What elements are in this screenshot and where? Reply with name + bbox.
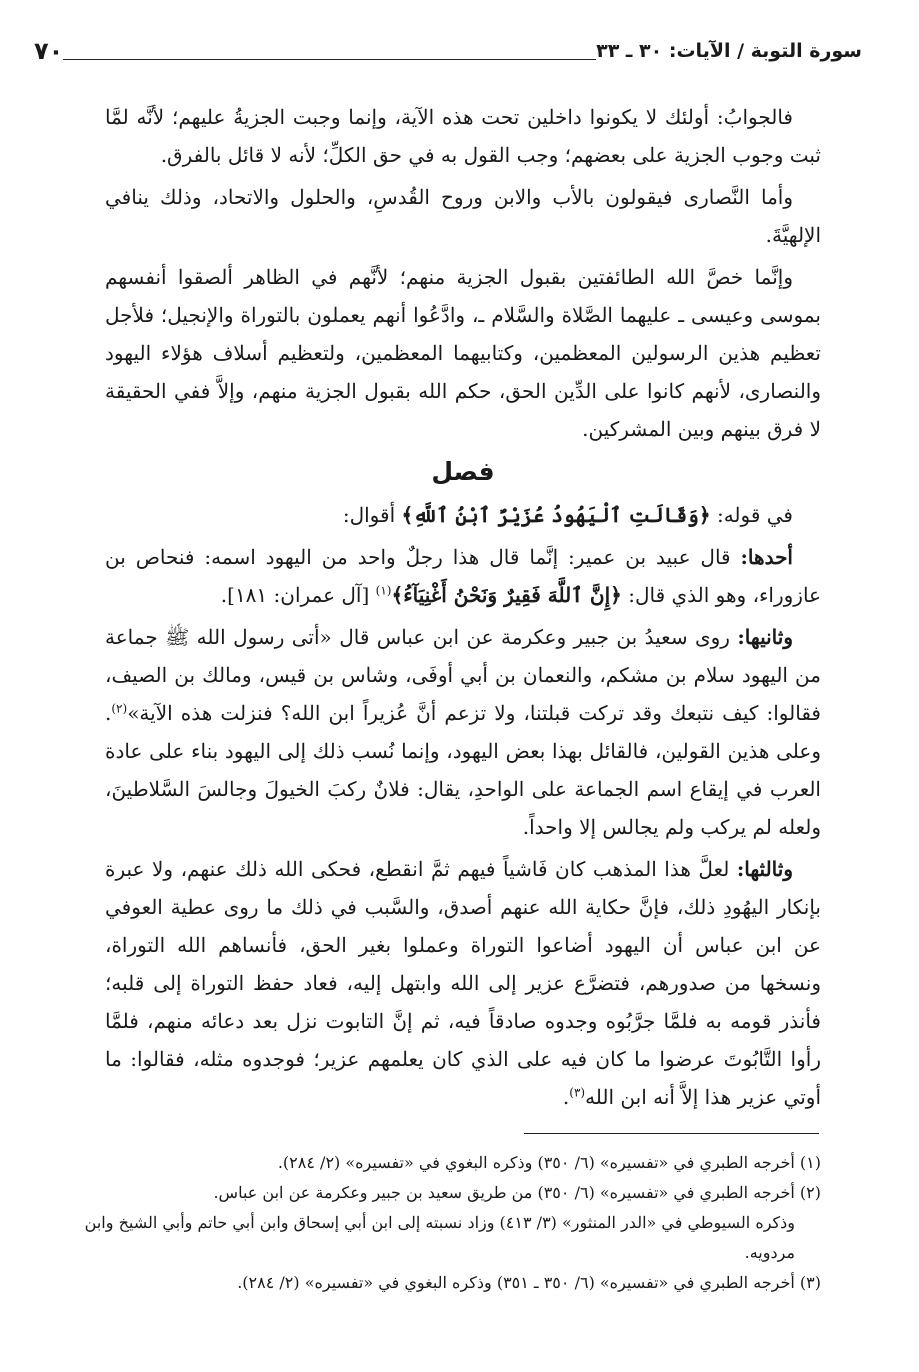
paragraph-second-opinion	[105, 618, 821, 846]
footnotes	[60, 1148, 821, 1298]
verse-intro-tail: أقوال:	[342, 503, 402, 527]
paragraph-answer: فالجوابُ: أولئك لا يكونوا داخلين تحت هذه الآية، وإنما وجبت الجزيةُ عليهم؛ لأنَّه لمَّا ثبت وجوب الجزية على بعضهم؛ وجب القول به في حق الكلِّ؛ لأنه لا قائل بالفرق.	[105, 105, 821, 167]
third-opinion-label: وثالثها:	[736, 857, 793, 881]
paragraph-third-opinion	[105, 850, 821, 1116]
paragraph-christians: وأما النَّصارى فيقولون بالأب والابن وروح القُدسِ، والحلول والاتحاد، وذلك ينافي الإلهيَّةَ.	[105, 185, 821, 247]
page-number: ٧٠	[34, 37, 64, 65]
paragraph-first-opinion	[105, 538, 821, 614]
paragraph-two-groups: وإنَّما خصَّ الله الطائفتين بقبول الجزية منهم؛ لأنَّهم في الظاهر ألصقوا أنفسهم بموسى وعيسى ـ عليهما الصَّلاة والسَّلام ـ، وادَّعُوا أنهم يعملون بالتوراة والإنجيل؛ فلأجل تعظيم هذين الرسولين المعظمين، وكتابيهما المعظمين، ولتعظيم أسلاف هؤلاء اليهود والنصارى، لأنهم كانوا على الدِّين الحق، حكم الله بقبول الجزية منهم، وإلاَّ ففي الحقيقة لا فرق بينهم وبين المشركين.	[105, 265, 821, 441]
second-opinion-text-cont: . وعلى هذين القولين، فالقائل بهذا بعض اليهود، وإنما نُسب ذلك إلى اليهود بناء على عادة العرب في إيقاع اسم الجماعة على الواحدِ، يقال: فلانٌ ركبَ الخيولَ وجالسَ السَّلاطينَ، ولعله لم يركب ولم يجالس إلا واحداً.	[105, 701, 821, 839]
second-opinion-text: روى سعيدُ بن جبير وعكرمة عن ابن عباس قال «أتى رسول الله ﷺ جماعة من اليهود سلام بن مشكم، والنعمان بن أبي أوفَى، وشاس بن قيس، ومالك بن الصيف، فقالوا: كيف نتبعك وقد تركت قبلتنا، ولا تزعم أنَّ عُزيراً ابن الله؟ فنزلت هذه الآية»	[105, 625, 821, 725]
verse-intro-text: في قوله:	[710, 503, 793, 527]
section-title: فصل	[431, 457, 495, 486]
first-opinion-label: أحدها:	[740, 545, 793, 569]
third-opinion-end: .	[562, 1085, 570, 1109]
footnote-ref-3[interactable]: (٣)	[569, 1085, 586, 1100]
quran-verse-2: ﴿إِنَّ ٱللَّهَ فَقِيرٌ وَنَحْنُ أَغْنِيَآءُ﴾	[391, 583, 622, 607]
running-head: سورة التوبة / الآيات: ٣٠ ـ ٣٣	[596, 40, 862, 62]
quran-verse: ﴿وَقَالَتِ ٱلْيَهُودُ عُزَيْرٌ ٱبْنُ ٱللَّهِ﴾	[401, 503, 711, 527]
footnote-ref-1[interactable]: (١)	[375, 583, 392, 598]
footnote-2: (٢) أخرجه الطبري في «تفسيره» (٦/ ٣٥٠) من طريق سعيد بن جبير وعكرمة عن ابن عباس.	[213, 1183, 821, 1202]
footnote-divider	[524, 1133, 819, 1134]
second-opinion-label: وثانيها:	[737, 625, 793, 649]
footnote-ref-2[interactable]: (٢)	[111, 701, 128, 716]
first-opinion-text: قال عبيد بن عمير: إنَّما قال هذا رجلٌ واحد من اليهود اسمه: فنحاص بن عازوراء، وهو الذي قال:	[105, 545, 821, 607]
third-opinion-text: لعلَّ هذا المذهب كان فَاشياً فيهم ثمَّ انقطع، فحكى الله ذلك عنهم، ولا عبرة بإنكار اليهُودِ ذلك، فإنَّ حكاية الله عنهم أصدق، والسَّبب في ذلك ما روى عطية العوفي عن ابن عباس أن اليهود أضاعوا التوراة وعملوا بغير الحق، فأنساهم الله التوراة، ونسخها من صدورهم، فتضرَّع عزير إلى الله وابتهل إليه، فعاد حفظ التوراة إلى قلبه؛ فأنذر قومه به فلمَّا جرَّبُوه وجدوه صادقاً فيه، ثم إنَّ التابوت نزل بعد دعائه منهم، فلمَّا رأوا التَّابُوتَ عرضوا ما كان فيه على الذي كان يعلمهم عزير؛ فوجدوه مثله، فقالوا: ما أوتي عزير هذا إلاَّ أنه ابن الله	[105, 857, 821, 1109]
main-text	[105, 98, 821, 1120]
header-rule	[63, 59, 596, 60]
surah-reference: [آل عمران: ١٨١].	[220, 583, 376, 607]
page-header	[20, 30, 874, 66]
paragraph-verse-intro	[105, 496, 821, 534]
footnote-3: (٣) أخرجه الطبري في «تفسيره» (٦/ ٣٥٠ ـ ٣٥١) وذكره البغوي في «تفسيره» (٢/ ٢٨٤).	[237, 1273, 821, 1292]
footnote-1: (١) أخرجه الطبري في «تفسيره» (٦/ ٣٥٠) وذكره البغوي في «تفسيره» (٢/ ٢٨٤).	[277, 1153, 821, 1172]
footnote-2-continuation: وذكره السيوطي في «الدر المنثور» (٣/ ٤١٣) وزاد نسبته إلى ابن أبي إسحاق وابن أبي حاتم وأبي الشيخ وابن مردويه.	[84, 1213, 795, 1262]
